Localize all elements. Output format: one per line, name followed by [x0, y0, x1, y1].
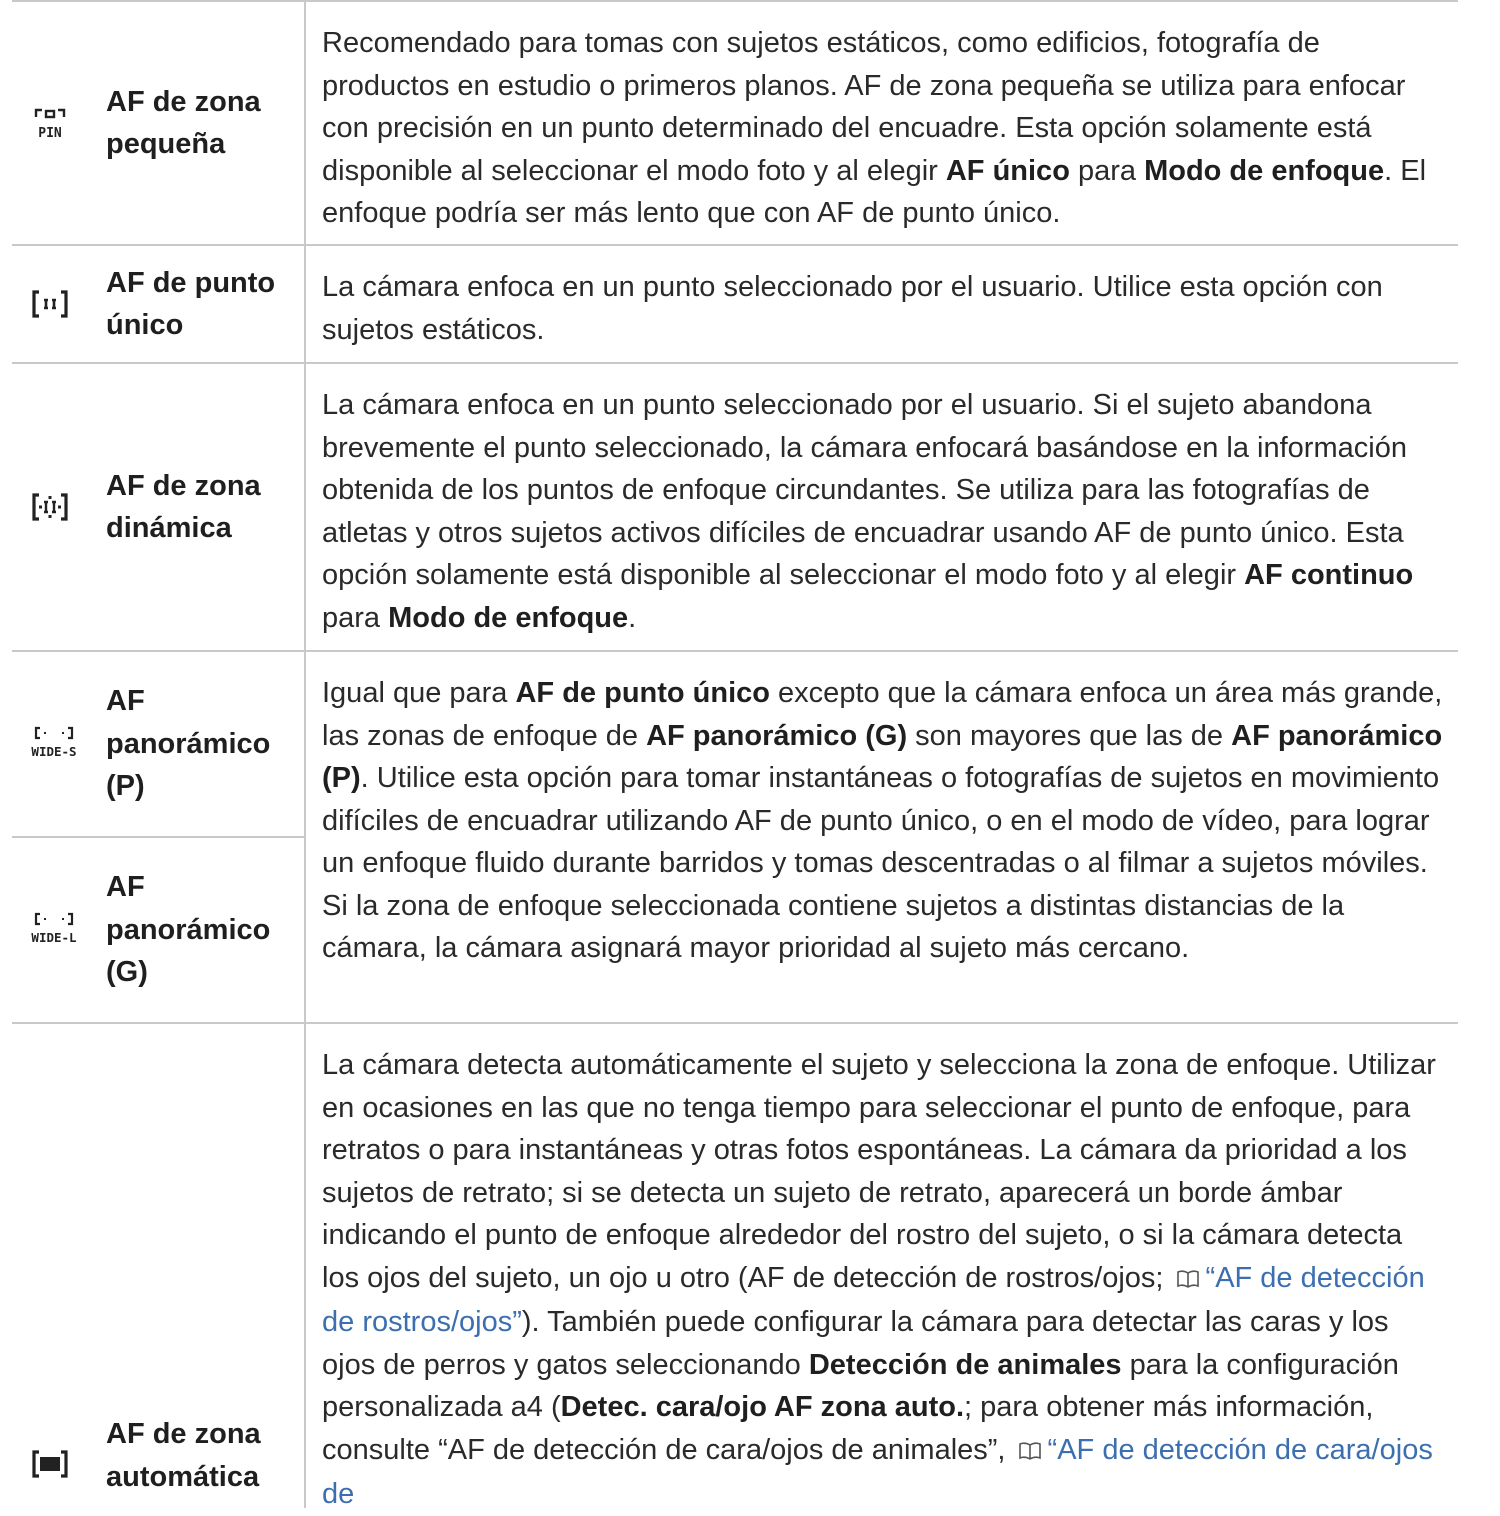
mode-label-line: AF: [106, 685, 145, 718]
mode-description: [306, 364, 1458, 650]
mode-label: [92, 680, 270, 808]
af-wide-l-icon: [30, 910, 92, 950]
mode-label-line: AF de zona: [106, 85, 261, 118]
description-text: son mayores que las de: [907, 719, 1232, 752]
description-text: para: [322, 601, 389, 634]
description-text: La cámara enfoca en un punto seleccionado por el usuario. Si el sujeto abandona brevemente el punto seleccionado, la cámara enfocará basándose en la información obtenida de los puntos de enfoque circundantes. Se utiliza para las fotografías de atletas y otros sujetos activos difíciles de encuadrar usando AF de punto único. Esta opción solamente está disponible al seleccionar el modo foto y al elegir: [322, 389, 1407, 591]
mode-head: [12, 838, 304, 1022]
mode-label: [92, 465, 261, 550]
table-row: [12, 246, 1458, 364]
mode-description: [306, 246, 1458, 362]
description-text: ; para obtener más información, consulte “AF de detección de cara/ojos de animales”,: [322, 1391, 1374, 1466]
description-text: Igual que para: [322, 677, 516, 709]
mode-label-line: panorámico: [106, 727, 271, 760]
mode-label: [92, 866, 270, 994]
mode-name-cell: [12, 2, 306, 244]
svg-text:PIN: PIN: [38, 126, 62, 141]
description-text: ). También puede configurar la cámara para detectar las caras y los ojos de perros y gatos seleccionando: [322, 1306, 1389, 1381]
mode-name-cell: [12, 1024, 306, 1508]
description-emphasis: AF panorámico (G): [646, 719, 908, 752]
icon-text: WIDE-S: [31, 744, 77, 759]
mode-label-line: pequeña: [106, 128, 226, 160]
description-text: . Utilice esta opción para tomar instantáneas o fotografías de sujetos en movimiento difíciles de encuadrar utilizando AF de punto único, o en el modo de vídeo, para lograr un enfoque fluido durante barridos y tomas descentradas o al filmar a sujetos móviles. Si la zona de enfoque seleccionada contiene sujetos a distintas distancias de la cámara, la cámara asignará mayor prioridad al sujeto más cercano.: [322, 762, 1440, 964]
description-text: excepto que la cámara enfoca un área más grande, las zonas de enfoque de: [322, 677, 1443, 752]
table-row: [12, 2, 1458, 246]
description-emphasis: Detec. cara/ojo AF zona auto.: [560, 1391, 965, 1423]
icon-text: WIDE-L: [31, 930, 77, 945]
mode-head: [12, 652, 304, 838]
description-emphasis: AF panorámico (P): [322, 719, 1443, 794]
description-text: La cámara enfoca en un punto seleccionado por el usuario. Utilice esta opción con sujetos estáticos.: [322, 271, 1383, 346]
mode-label-line: AF de zona: [106, 1418, 261, 1450]
mode-label-line: AF de punto: [106, 266, 276, 299]
description-emphasis: AF de punto único: [515, 677, 770, 709]
af-dynamic-area-icon: [30, 489, 92, 525]
mode-label: [92, 81, 261, 166]
mode-label: [92, 262, 275, 347]
description-text: Recomendado para tomas con sujetos estáticos, como edificios, fotografía de productos en estudio o primeros planos. AF de zona pequeña se utiliza para enfocar con precisión en un punto determinado del encuadre. Esta opción solamente está disponible al seleccionar el modo foto y al elegir: [322, 27, 1406, 187]
mode-description: [306, 2, 1458, 244]
description-text: La cámara detecta automáticamente el sujeto y selecciona la zona de enfoque. Utilizar en ocasiones en las que no tenga tiempo para seleccionar el punto de enfoque, para retratos o para instantáneas y otras fotos espontáneas. La cámara da prioridad a los sujetos de retrato; si se detecta un sujeto de retrato, aparecerá un borde ámbar indicando el punto de enfoque alrededor del rostro del sujeto, o si la cámara detecta los ojos del sujeto, un ojo u otro (AF de detección de rostros/ojos;: [322, 1049, 1436, 1294]
af-single-point-icon: [30, 286, 92, 322]
mode-name-cell: [12, 246, 306, 362]
mode-description: [306, 652, 1458, 1022]
mode-label-line: dinámica: [106, 512, 232, 544]
mode-name-cell: [12, 652, 306, 1022]
description-emphasis: Modo de enfoque: [1144, 154, 1385, 187]
mode-label-line: (G): [106, 956, 148, 989]
af-area-mode-table: [12, 0, 1458, 1508]
description-emphasis: AF único: [945, 154, 1070, 187]
af-pin-icon: [30, 105, 92, 141]
description-emphasis: AF continuo: [1244, 559, 1414, 591]
mode-label-line: panorámico: [106, 913, 271, 946]
description-text: para la configuración personalizada a4 (: [322, 1348, 1399, 1423]
book-icon: [1014, 1439, 1048, 1464]
mode-label-line: único: [106, 309, 184, 341]
mode-label: [92, 1413, 261, 1498]
table-row: [12, 1024, 1458, 1508]
mode-label-line: AF de zona: [106, 469, 261, 502]
description-text: .: [628, 601, 637, 634]
book-icon: [1172, 1267, 1206, 1292]
mode-description: [306, 1024, 1458, 1508]
cross-reference-link[interactable]: “AF de detección de cara/ojos de: [322, 1433, 1433, 1510]
mode-label-line: automática: [106, 1460, 260, 1493]
mode-head: [12, 246, 304, 362]
description-text: para: [1069, 154, 1145, 187]
mode-label-line: AF: [106, 871, 145, 904]
mode-head: [12, 364, 304, 650]
table-row: [12, 652, 1458, 1024]
af-auto-area-icon: [30, 1446, 92, 1498]
af-wide-s-icon: [30, 724, 92, 764]
mode-name-cell: [12, 364, 306, 650]
cross-reference-link[interactable]: “AF de detección de rostros/ojos”: [322, 1261, 1425, 1338]
mode-head: [12, 2, 304, 244]
description-emphasis: Modo de enfoque: [388, 601, 629, 634]
table-row: [12, 364, 1458, 652]
description-emphasis: Detección de animales: [808, 1348, 1122, 1381]
mode-head: [12, 1024, 304, 1508]
description-text: . El enfoque podría ser más lento que con AF de punto único.: [322, 154, 1427, 229]
mode-label-line: (P): [106, 770, 145, 803]
